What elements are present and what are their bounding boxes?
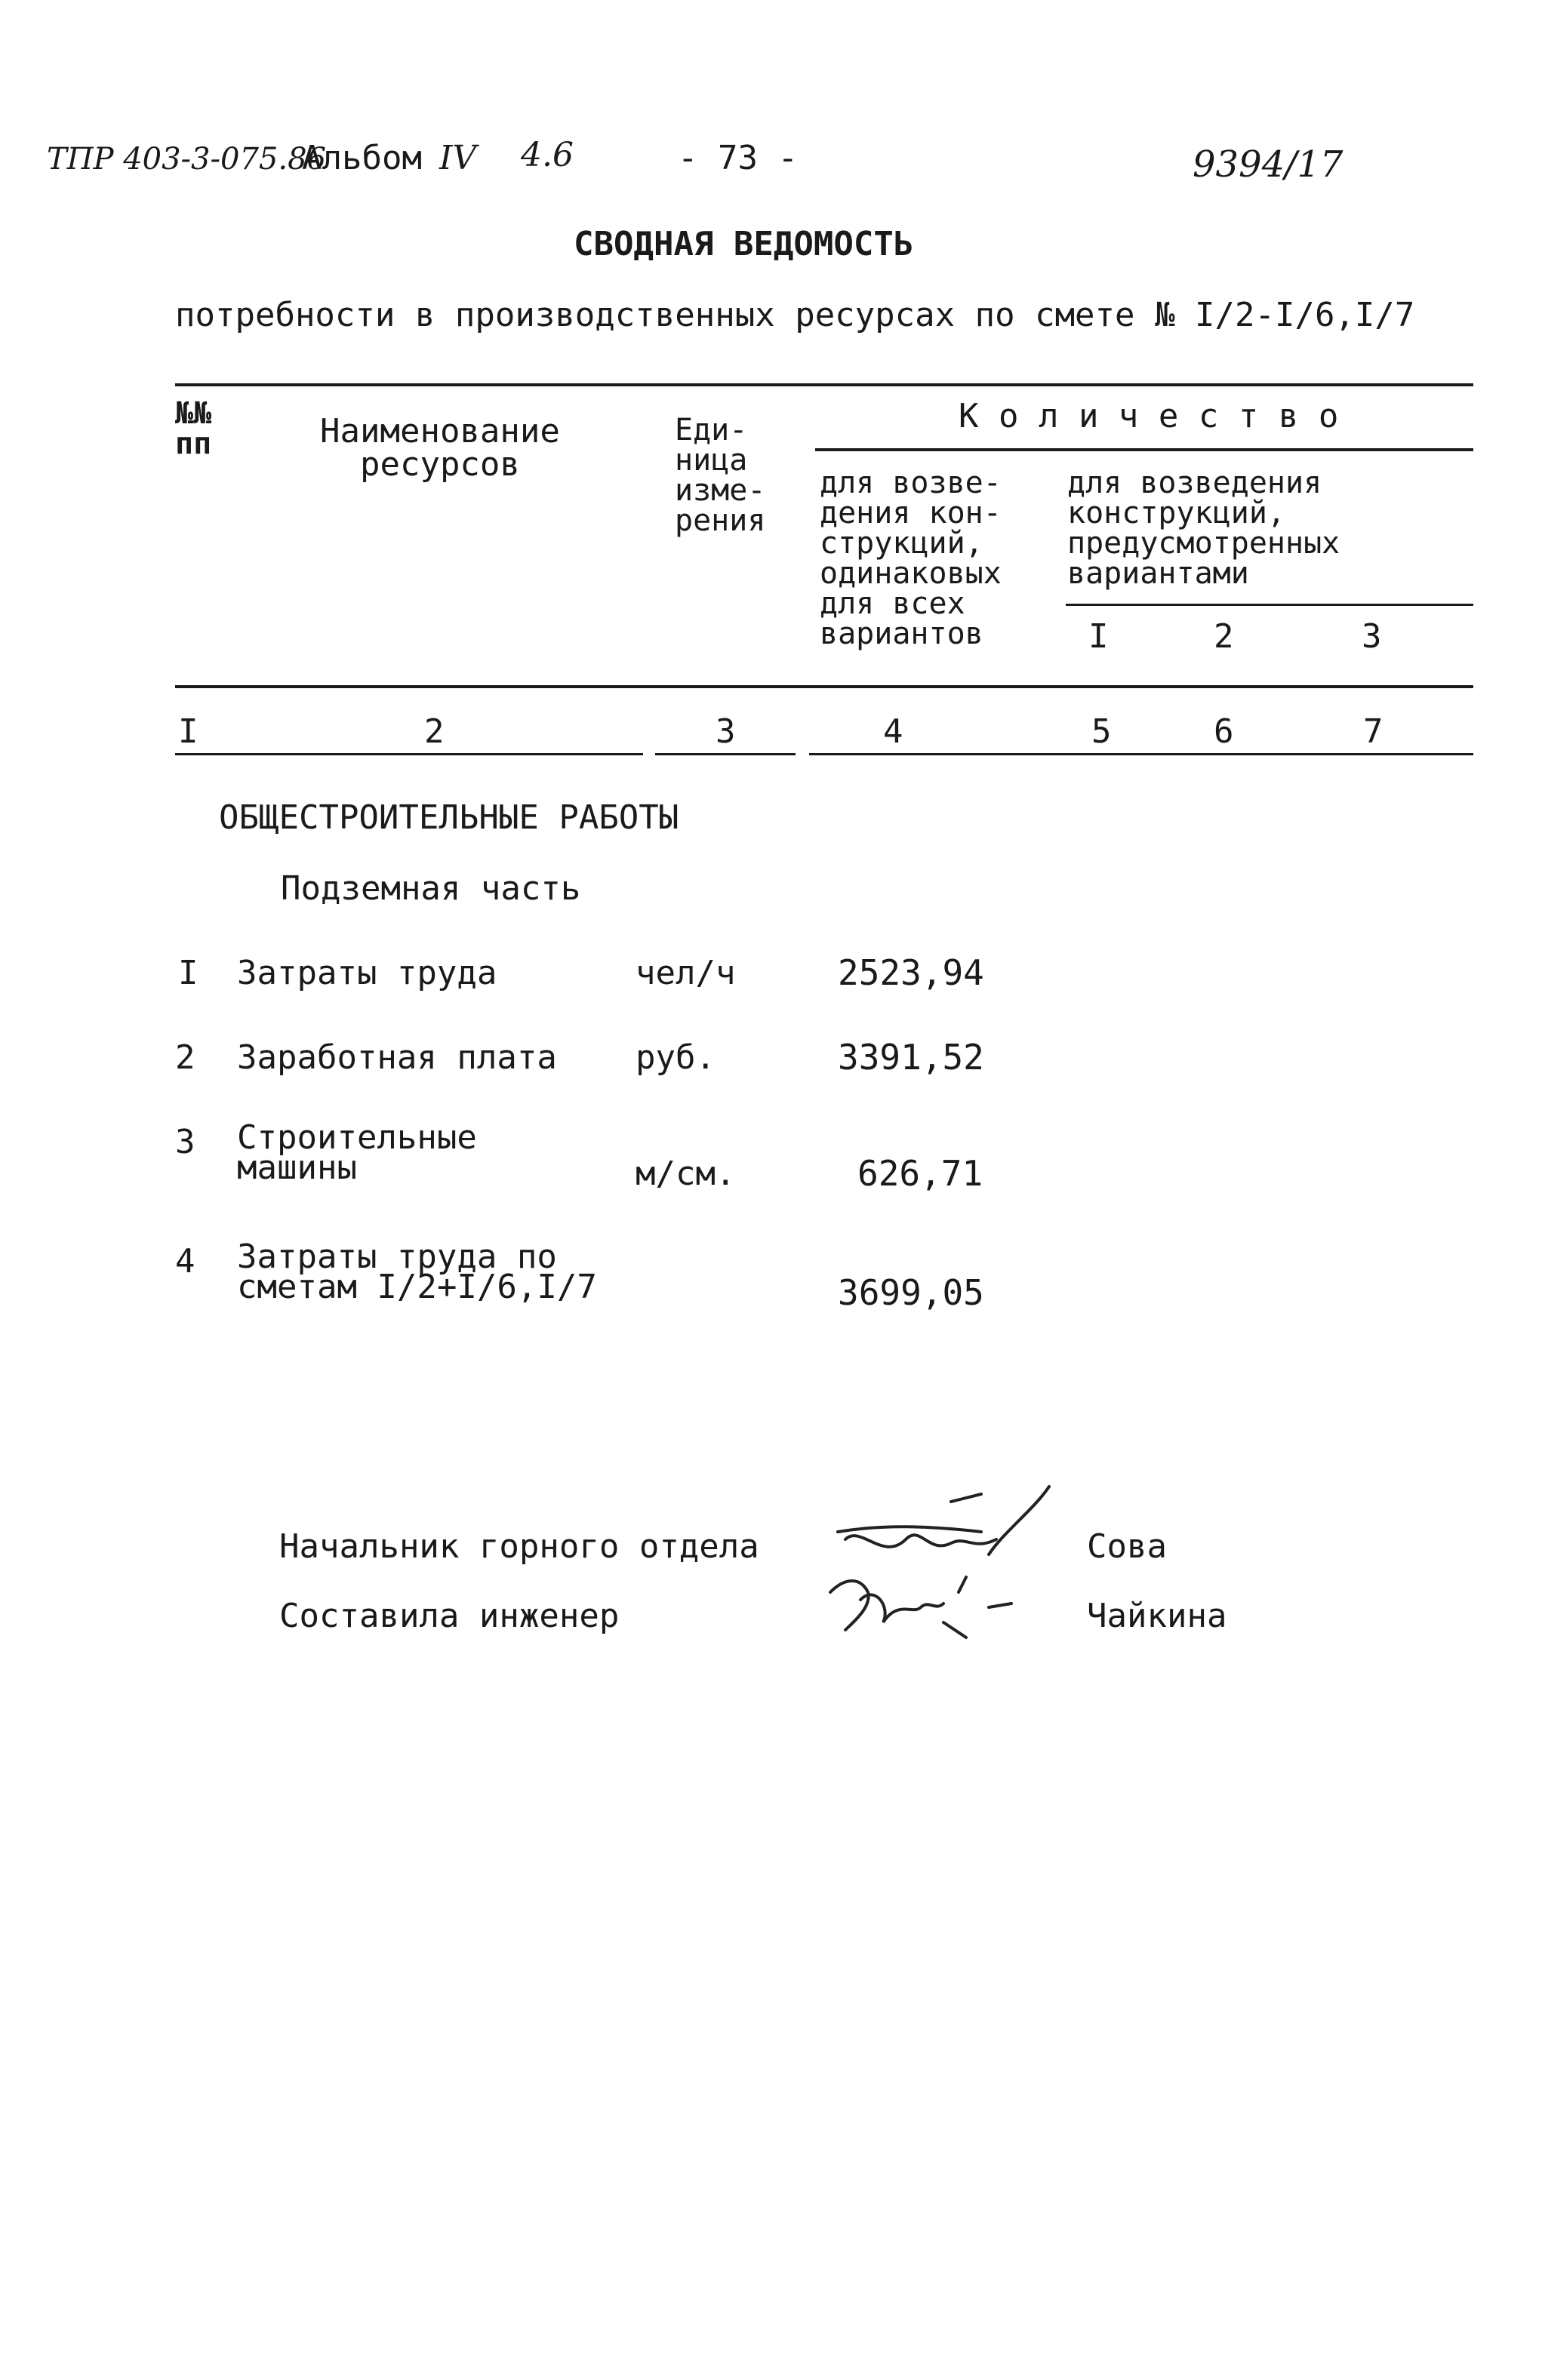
row-3-num: 3: [175, 1123, 195, 1161]
row-3-value: 626,71: [857, 1153, 983, 1194]
quantity-rule: [815, 448, 1473, 451]
archive-number: 9394/17: [1193, 143, 1343, 186]
row-2-name: Заработная плата: [237, 1038, 557, 1077]
col-header-var3: 3: [1362, 617, 1382, 656]
table-top-rule: [175, 383, 1473, 386]
row-4-num: 4: [175, 1242, 195, 1281]
doc-code: ТПР 403-3-075.86: [47, 142, 326, 177]
col-number-7: 7: [1363, 712, 1383, 751]
section-heading: ОБЩЕСТРОИТЕЛЬНЫЕ РАБОТЫ: [219, 798, 679, 837]
row-3-name: Строительные машины: [237, 1118, 477, 1187]
header-bottom-rule: [175, 685, 1473, 688]
col-number-1: I: [178, 712, 199, 751]
album-label: Альбом: [302, 139, 422, 177]
row-1-name: Затраты труда: [237, 954, 497, 992]
col-number-5: 5: [1091, 712, 1112, 751]
page-subtitle: потребности в производственных ресурсах по смете № I/2-I/6,I/7: [175, 296, 1415, 334]
col-number-6: 6: [1214, 712, 1234, 751]
album-number: IV: [439, 139, 477, 177]
row-2-num: 2: [175, 1038, 195, 1077]
signature-name-2: Чайкина: [1087, 1597, 1227, 1635]
row-1-unit: чел/ч: [636, 954, 736, 992]
col-header-var1: I: [1088, 617, 1109, 656]
col-header-var2: 2: [1214, 617, 1234, 656]
col-header-quantity: К о л и ч е с т в о: [959, 397, 1339, 435]
row-4-name: Затраты труда по сметам I/2+I/6,I/7: [237, 1238, 597, 1306]
handwritten-signature-1: [815, 1479, 1064, 1660]
row-2-value: 3391,52: [838, 1037, 984, 1078]
row-2-unit: руб.: [636, 1038, 716, 1077]
page-title: СВОДНАЯ ВЕДОМОСТЬ: [574, 225, 914, 263]
colnum-rule-2: [655, 753, 796, 755]
row-1-num: I: [178, 954, 199, 992]
colnum-rule-3: [809, 753, 1473, 755]
signature-role-2: Составила инженер: [279, 1597, 620, 1635]
col-number-3: 3: [716, 712, 736, 751]
col-header-common: для возве- дения кон- струкций, одинаковых для всех вариантов: [820, 466, 1002, 651]
colnum-rule-1: [175, 753, 643, 755]
col-header-variants: для возведения конструкций, предусмотренных вариантами: [1067, 466, 1340, 591]
row-1-value: 2523,94: [838, 952, 984, 993]
row-3-unit: м/см.: [636, 1155, 736, 1193]
row-4-value: 3699,05: [838, 1272, 984, 1313]
col-header-num: №№ пп: [175, 396, 212, 461]
signature-name-1: Сова: [1087, 1527, 1167, 1566]
handwritten-part: 4.6: [521, 136, 574, 174]
col-header-name: Наименование ресурсов: [320, 412, 560, 484]
variants-rule: [1066, 604, 1473, 606]
signature-role-1: Начальник горного отдела: [279, 1527, 759, 1566]
col-number-4: 4: [883, 712, 903, 751]
subsection-heading: Подземная часть: [281, 869, 581, 908]
col-number-2: 2: [424, 712, 445, 751]
col-header-unit: Еди- ница изме- рения: [675, 413, 766, 538]
page-number: - 73 -: [678, 139, 798, 177]
